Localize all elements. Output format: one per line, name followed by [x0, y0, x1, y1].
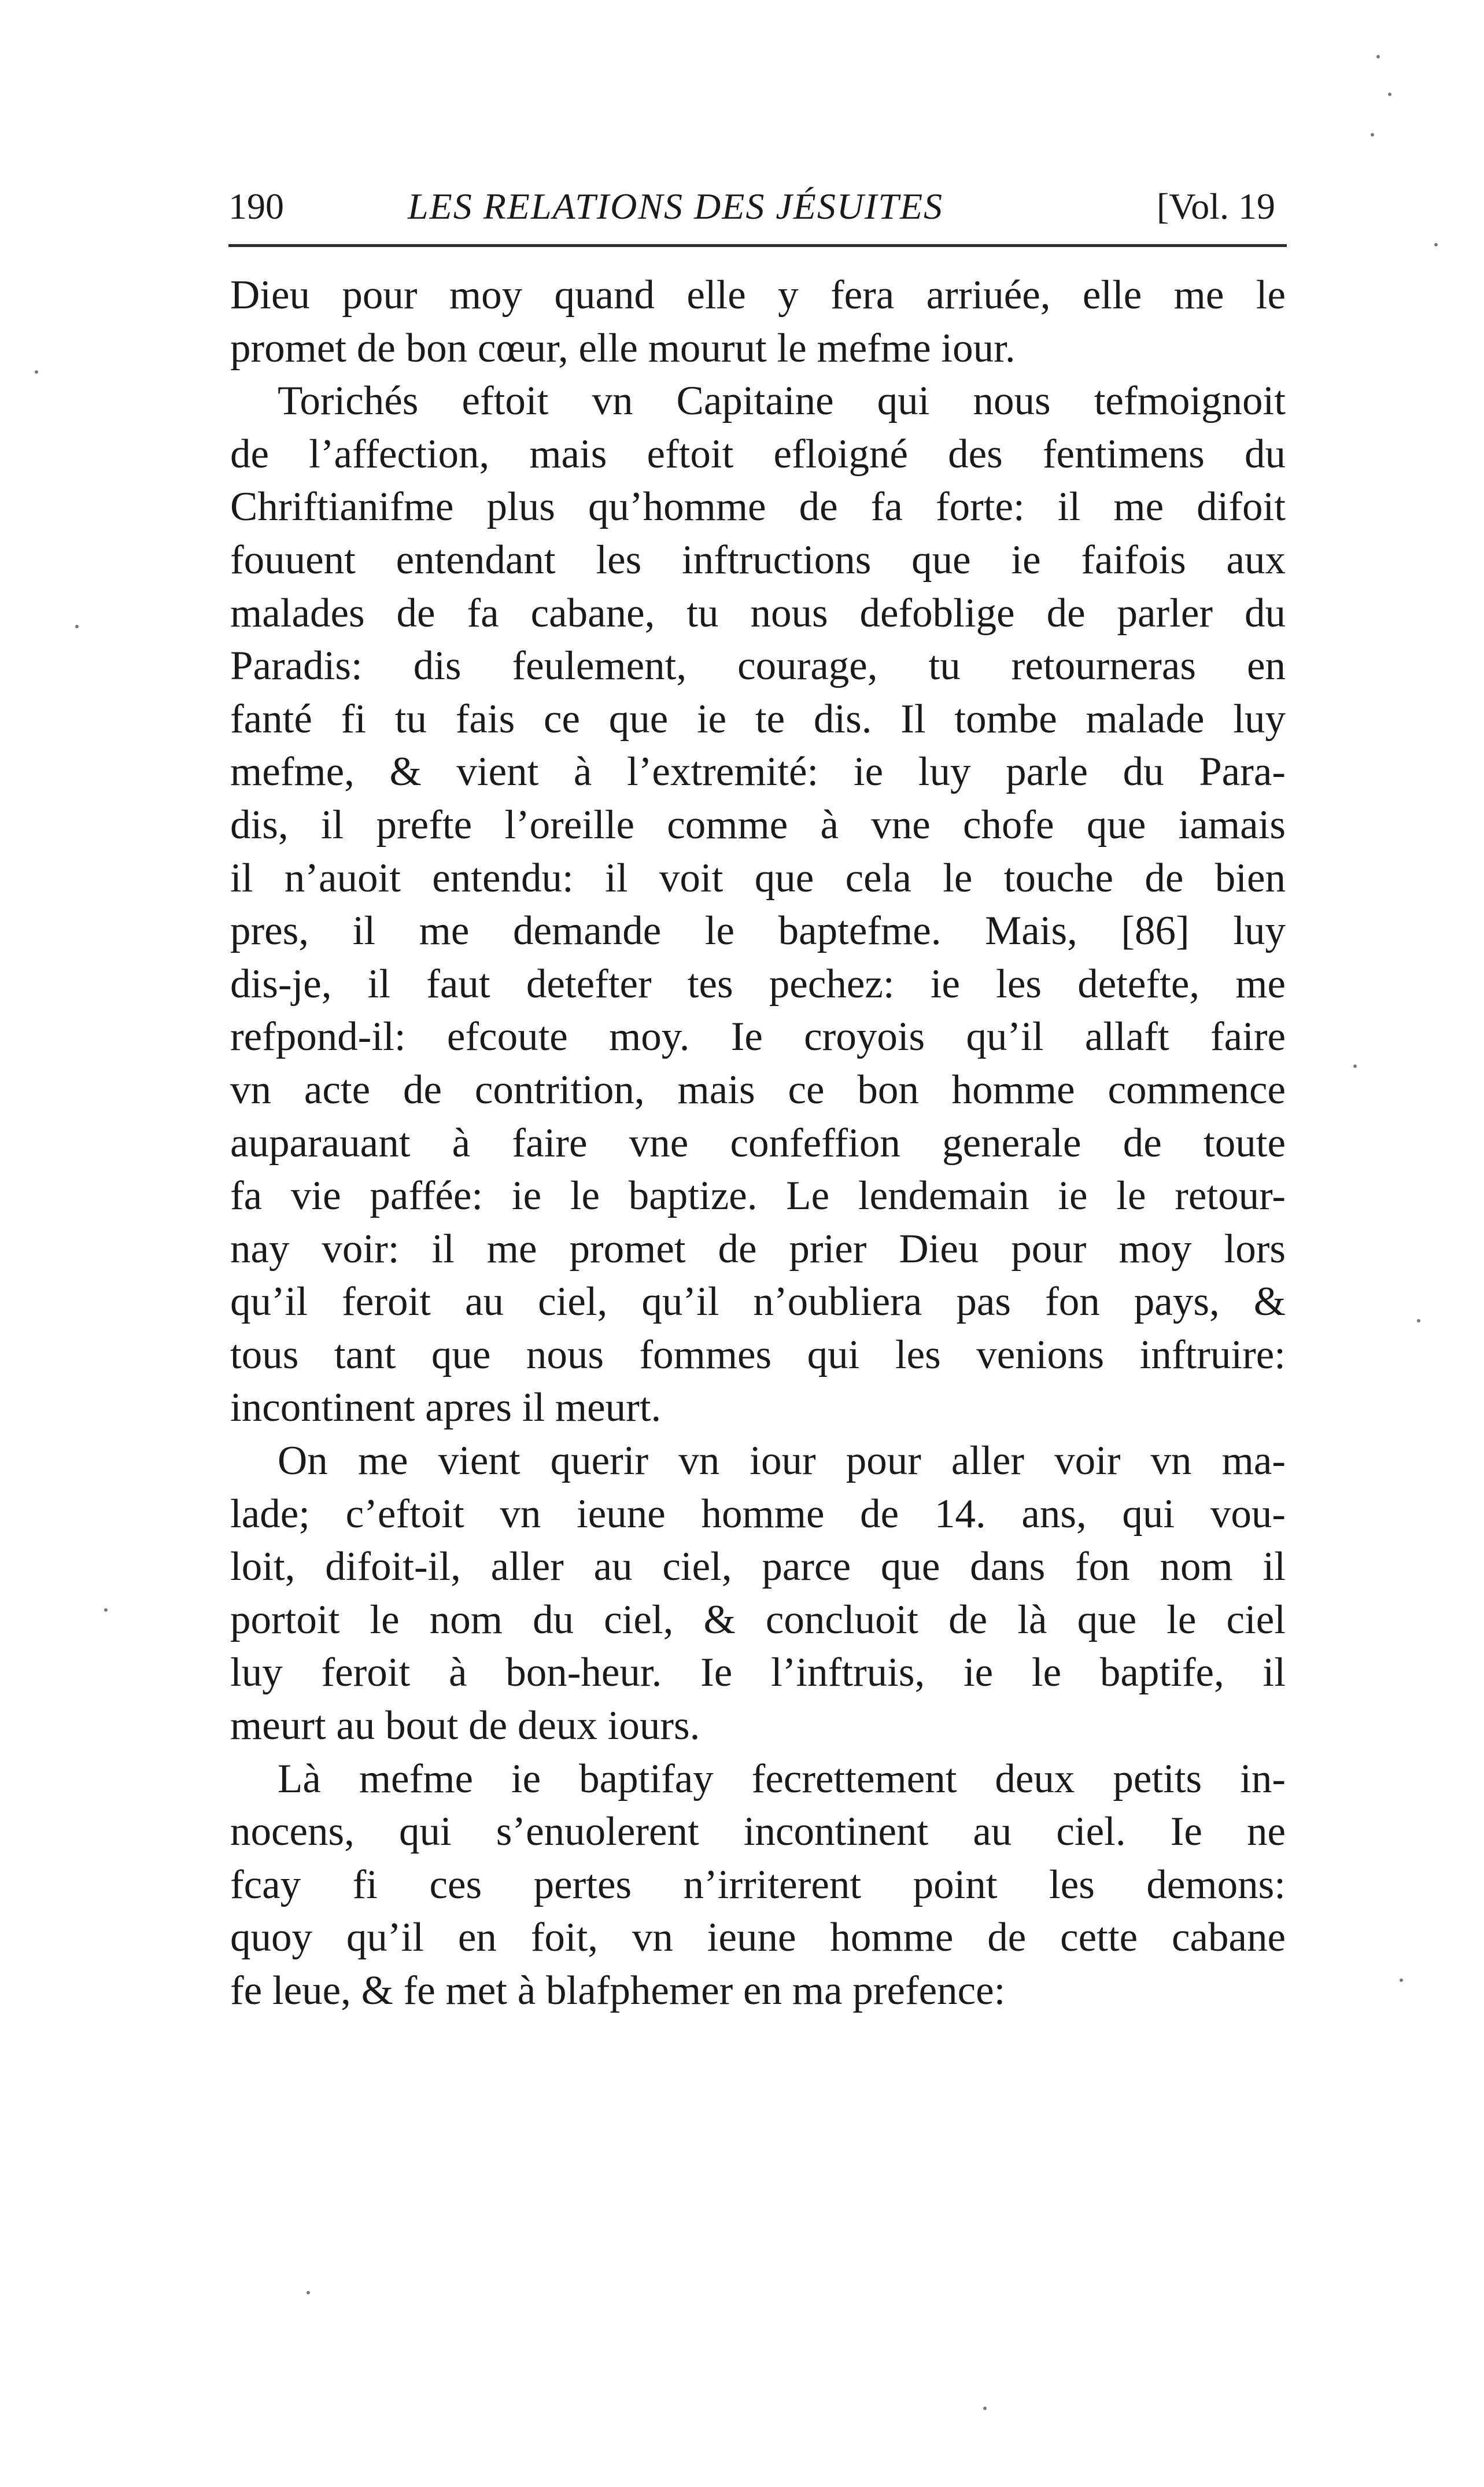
- text-line: fcay fi ces pertes n’irriterent point les demons:: [230, 1862, 1286, 1907]
- text-line: mefme, & vient à l’extremité: ie luy parle du Para-: [230, 749, 1286, 795]
- text-line: portoit le nom du ciel, & concluoit de là que le ciel: [230, 1597, 1286, 1642]
- text-line: Là mefme ie baptifay fecrettement deux petits in-: [278, 1756, 1286, 1801]
- running-title: LES RELATIONS DES JÉSUITES: [408, 186, 944, 227]
- scan-speck: [1434, 243, 1438, 246]
- volume-label: [Vol. 19: [1156, 186, 1275, 227]
- body-text: [230, 269, 1286, 2018]
- page-header: [228, 185, 1287, 231]
- text-line: auparauant à faire vne confeffion generale de toute: [230, 1120, 1286, 1166]
- scan-speck: [983, 2407, 987, 2410]
- text-line: loit, difoit-il, aller au ciel, parce que dans fon nom il: [230, 1544, 1286, 1590]
- text-line: de l’affection, mais eftoit efloigné des fentimens du: [230, 431, 1286, 477]
- text-line: qu’il feroit au ciel, qu’il n’oubliera pas fon pays, &: [230, 1279, 1286, 1325]
- text-line: On me vient querir vn iour pour aller voir vn ma-: [278, 1438, 1286, 1484]
- scan-speck: [1400, 1978, 1403, 1982]
- text-line: fanté fi tu fais ce que ie te dis. Il tombe malade luy: [230, 696, 1286, 742]
- text-line: Chriftianifme plus qu’homme de fa forte: il me difoit: [230, 484, 1286, 530]
- text-line: Paradis: dis feulement, courage, tu retourneras en: [230, 643, 1286, 689]
- scan-speck: [307, 2291, 310, 2294]
- text-line: refpond-il: efcoute moy. Ie croyois qu’il allaft faire: [230, 1014, 1286, 1060]
- scan-speck: [1353, 1064, 1357, 1068]
- text-line: Dieu pour moy quand elle y fera arriuée, elle me le: [230, 272, 1286, 318]
- text-line: quoy qu’il en foit, vn ieune homme de cette cabane: [230, 1915, 1286, 1961]
- text-line: tous tant que nous fommes qui les venions inftruire:: [230, 1332, 1286, 1377]
- text-line: promet de bon cœur, elle mourut le mefme iour.: [230, 325, 1016, 371]
- text-line: malades de fa cabane, tu nous defoblige de parler du: [230, 590, 1286, 636]
- text-line: luy feroit à bon-heur. Ie l’inftruis, ie le baptife, il: [230, 1650, 1286, 1696]
- scan-speck: [75, 625, 79, 628]
- text-line: dis-je, il faut detefter tes pechez: ie les detefte, me: [230, 961, 1286, 1007]
- text-line: incontinent apres il meurt.: [230, 1385, 662, 1431]
- scan-speck: [1376, 55, 1380, 58]
- scan-speck: [35, 370, 38, 374]
- text-line: pres, il me demande le baptefme. Mais, [86] luy: [230, 908, 1286, 954]
- text-line: meurt au bout de deux iours.: [230, 1703, 700, 1749]
- text-line: fouuent entendant les inftructions que ie faifois aux: [230, 537, 1286, 583]
- page-number: 190: [228, 186, 284, 227]
- text-line: nay voir: il me promet de prier Dieu pour moy lors: [230, 1226, 1286, 1272]
- header-rule: [228, 244, 1287, 247]
- text-line: nocens, qui s’enuolerent incontinent au ciel. Ie ne: [230, 1809, 1286, 1855]
- scan-speck: [1371, 133, 1374, 137]
- text-line: fe leue, & fe met à blafphemer en ma prefence:: [230, 1968, 1006, 2013]
- scan-speck: [1417, 1319, 1420, 1322]
- text-line: Torichés eftoit vn Capitaine qui nous tefmoignoit: [278, 378, 1286, 424]
- text-line: dis, il prefte l’oreille comme à vne chofe que iamais: [230, 802, 1286, 848]
- scan-speck: [1388, 93, 1391, 96]
- text-line: fa vie paffée: ie le baptize. Le lendemain ie le retour-: [230, 1173, 1286, 1219]
- text-line: vn acte de contrition, mais ce bon homme commence: [230, 1067, 1286, 1112]
- scan-speck: [104, 1608, 108, 1612]
- text-line: il n’auoit entendu: il voit que cela le touche de bien: [230, 855, 1286, 901]
- text-line: lade; c’eftoit vn ieune homme de 14. ans, qui vou-: [230, 1491, 1286, 1537]
